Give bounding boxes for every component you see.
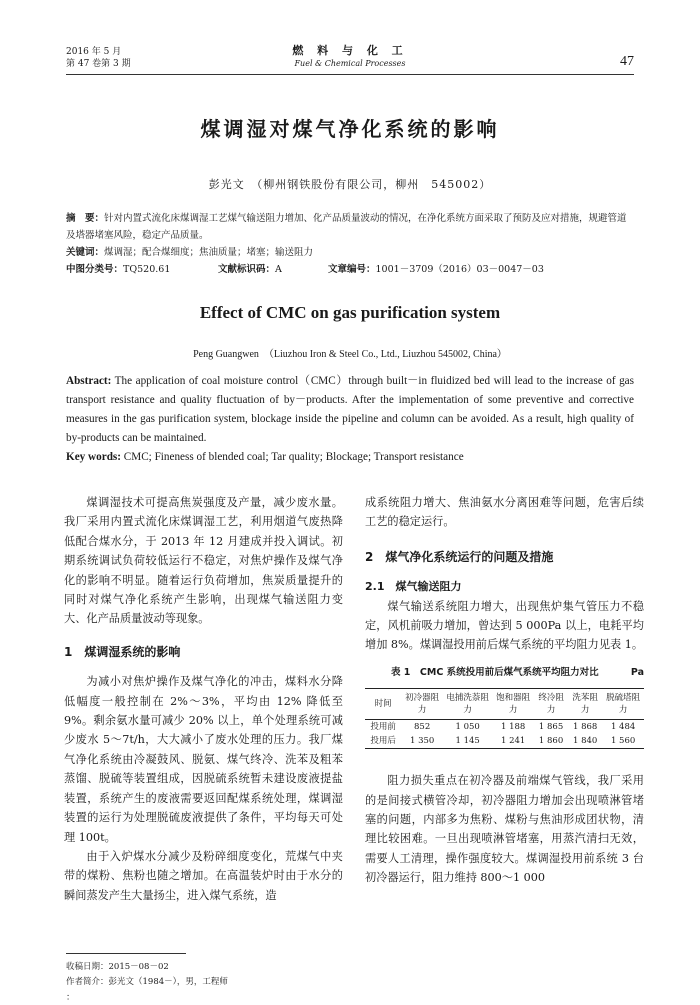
table-cell: 1 050 (455, 722, 480, 733)
table-cell: 1 860 (538, 736, 564, 747)
abstract-cn-body (66, 210, 634, 244)
table-header-cell: 洗苯阻力 (572, 693, 598, 716)
body-paragraph: 煤调湿技术可提高焦炭强度及产量，减少废水量。我厂采用内置式流化床煤调湿工艺，利用烟道气废热降低配合煤水分，于 2013 年 12 月建成并投入调试。初期系统调试负荷较低运行不稳定，对焦炉操作及煤气净化的影响不明显。随着运行负荷增加，焦炭质量提升的同时对煤气净化系统产生影响，出现煤气输送阻力变大、化产品质量波动等现象。 (64, 496, 343, 626)
author-cn: 彭光文 （柳州钢铁股份有限公司，柳州 545002） (208, 178, 492, 191)
table-header-cell: 电捕洗萘阻力 (446, 693, 489, 716)
body-right-column (365, 493, 644, 888)
table-cell: 1 188 (500, 722, 526, 733)
header-issue-info (66, 46, 131, 70)
abstract-en-text: The application of coal moisture control（CMC）through built－in fluidized bed will lead to the increase of gas transport resistance and quality fluctuation of by－products. After the implementation of some preventive and corrective measures in the gas purification system, blockage inside the pipeline and column can be avoided. As a result, high quality of by-products can be maintained. (66, 375, 634, 444)
clc-value: TQ520.61 (123, 264, 171, 275)
resistance-table (365, 688, 644, 749)
page-number: 47 (620, 54, 634, 69)
article-no-label: 文章编号： (328, 264, 376, 275)
body-paragraph: 由于入炉煤水分减少及粉碎细度变化，荒煤气中夹带的煤粉、焦粉也随之增加。在高温装炉时由于水分的瞬间蒸发产生大量扬尘，进入煤气系统，造 (64, 849, 343, 902)
keywords-en-label: Key words: (66, 451, 121, 463)
table-caption (365, 663, 644, 682)
keywords-cn-label: 关键词： (66, 247, 105, 258)
header-date: 2016 年 5 月 (66, 47, 122, 57)
table-cell: 1 840 (573, 736, 598, 747)
journal-name (250, 44, 450, 69)
table-cell: 投用前 (370, 722, 396, 733)
table-cell: 1 484 (610, 722, 636, 733)
keywords-cn-text: 煤调湿；配合煤细度；焦油质量；堵塞；输送阻力 (104, 247, 314, 258)
keywords-en-text: CMC; Fineness of blended coal; Tar quality; Blockage; Transport resistance (121, 451, 464, 463)
journal-name-en: Fuel & Chemical Processes (294, 59, 406, 68)
classification-row (66, 261, 634, 278)
table-cell: 1 350 (409, 736, 435, 747)
body-paragraph: 成系统阻力增大、焦油氨水分离困难等问题，危害后续工艺的稳定运行。 (365, 496, 644, 529)
table-header-cell: 脱硫塔阻力 (606, 693, 641, 716)
header-rule (66, 74, 634, 75)
title-cn: 煤调湿对煤气净化系统的影响 (200, 117, 500, 141)
table-cell: 投用后 (370, 736, 396, 747)
footnote (66, 960, 228, 990)
keywords-cn (66, 244, 634, 261)
footnote-rule (66, 953, 186, 954)
abstract-cn-label: 摘 要： (66, 213, 105, 224)
doc-code-value: A (275, 264, 282, 275)
abstract-cn-text: 针对内置式流化床煤调湿工艺煤气输送阻力增加、化产品质量波动的情况，在净化系统方面采取了预防及应对措施，规避管道及塔器堵塞风险，稳定产品质量。 (66, 213, 627, 241)
title-en: Effect of CMC on gas purification system (199, 303, 501, 322)
table-cell: 1 145 (455, 736, 480, 747)
doc-code-label: 文献标识码： (218, 264, 276, 275)
clc-field (66, 261, 218, 278)
table-header-row (365, 689, 644, 720)
body-left-column (64, 493, 343, 905)
header-volume: 第 47 卷第 3 期 (66, 59, 131, 69)
article-no-field (328, 261, 544, 278)
table-header-cell: 饱和器阻力 (496, 693, 531, 716)
body-paragraph: 阻力损失重点在初冷器及前端煤气管线，我厂采用的是间接式横管冷却，初冷器阻力增加会出现喷淋管堵塞的问题，内部多为焦粉、煤粉与焦油形成团状物，清理比较困难。一旦出现喷淋管堵塞，用蒸汽清扫无效，需要人工清理，操作强度较大。煤调湿投用前系统 3 台初冷器运行，阻力维持 800～1 000 (365, 774, 644, 885)
footnote-received: 收稿日期：2015－08－02 (66, 962, 169, 972)
abstract-en (66, 372, 634, 467)
table-unit: Pa (630, 666, 644, 678)
abstract-en-label: Abstract: (66, 375, 112, 387)
section-heading-1: 1 煤调湿系统的影响 (64, 644, 181, 659)
table-cell: 1 868 (573, 722, 598, 733)
table-cell: 852 (414, 722, 431, 733)
body-paragraph: 煤气输送系统阻力增大，出现焦炉集气管压力不稳定，风机前吸力增加，曾达到 5 000Pa 以上，电耗平均增加 8%。煤调湿投用前后煤气系统的平均阻力见表 1。 (365, 599, 644, 652)
abstract-cn (66, 210, 634, 278)
table-caption-text: 表 1 CMC 系统投用前后煤气系统平均阻力对比 (391, 666, 599, 678)
footnote-author-bio: 作者简介：彭光文（1984－），男，工程师 (66, 977, 228, 987)
clc-label: 中图分类号： (66, 264, 124, 275)
table-row (365, 734, 644, 749)
keywords-en (66, 448, 634, 467)
body-paragraph: 为减小对焦炉操作及煤气净化的冲击，煤料水分降低幅度一般控制在 2%～3%，平均由 12% 降低至 9%。剩余氨水量可减少 20% 以上，单个处理系统可减少废水 5～7t/h，大大减小了废水处理的压力。我厂煤气净化系统由冷凝鼓风、脱氨、煤气终冷、洗苯及粗苯蒸馏、脱硫等装置组成，因脱硫系统暂未建设废液提盐装置，系统产生的废液需要返回配煤系统处理，煤调湿装置的运行为处理脱硫废液提供了条件，平均每天可处理 100t。 (64, 675, 343, 844)
author-en: Peng Guangwen （Liuzhou Iron & Steel Co., Ltd., Liuzhou 545002, China） (193, 349, 507, 360)
section-heading-2: 2 煤气净化系统运行的问题及措施 (365, 549, 554, 564)
doc-code-field (218, 261, 328, 278)
table-header-cell: 时间 (374, 699, 392, 710)
table-header-cell: 终冷阻力 (538, 693, 564, 716)
table-cell: 1 560 (610, 736, 636, 747)
table-row (365, 720, 644, 735)
table-cell: 1 865 (538, 722, 564, 733)
abstract-en-body (66, 372, 634, 448)
footer-mark: ： (66, 993, 76, 1003)
subsection-heading-2-1: 2.1 煤气输送阻力 (365, 580, 462, 594)
article-no-value: 1001－3709（2016）03－0047－03 (375, 264, 544, 275)
table-cell: 1 241 (500, 736, 526, 747)
journal-name-cn: 燃 料 与 化 工 (292, 44, 408, 57)
table-header-cell: 初冷器阻力 (405, 693, 440, 716)
